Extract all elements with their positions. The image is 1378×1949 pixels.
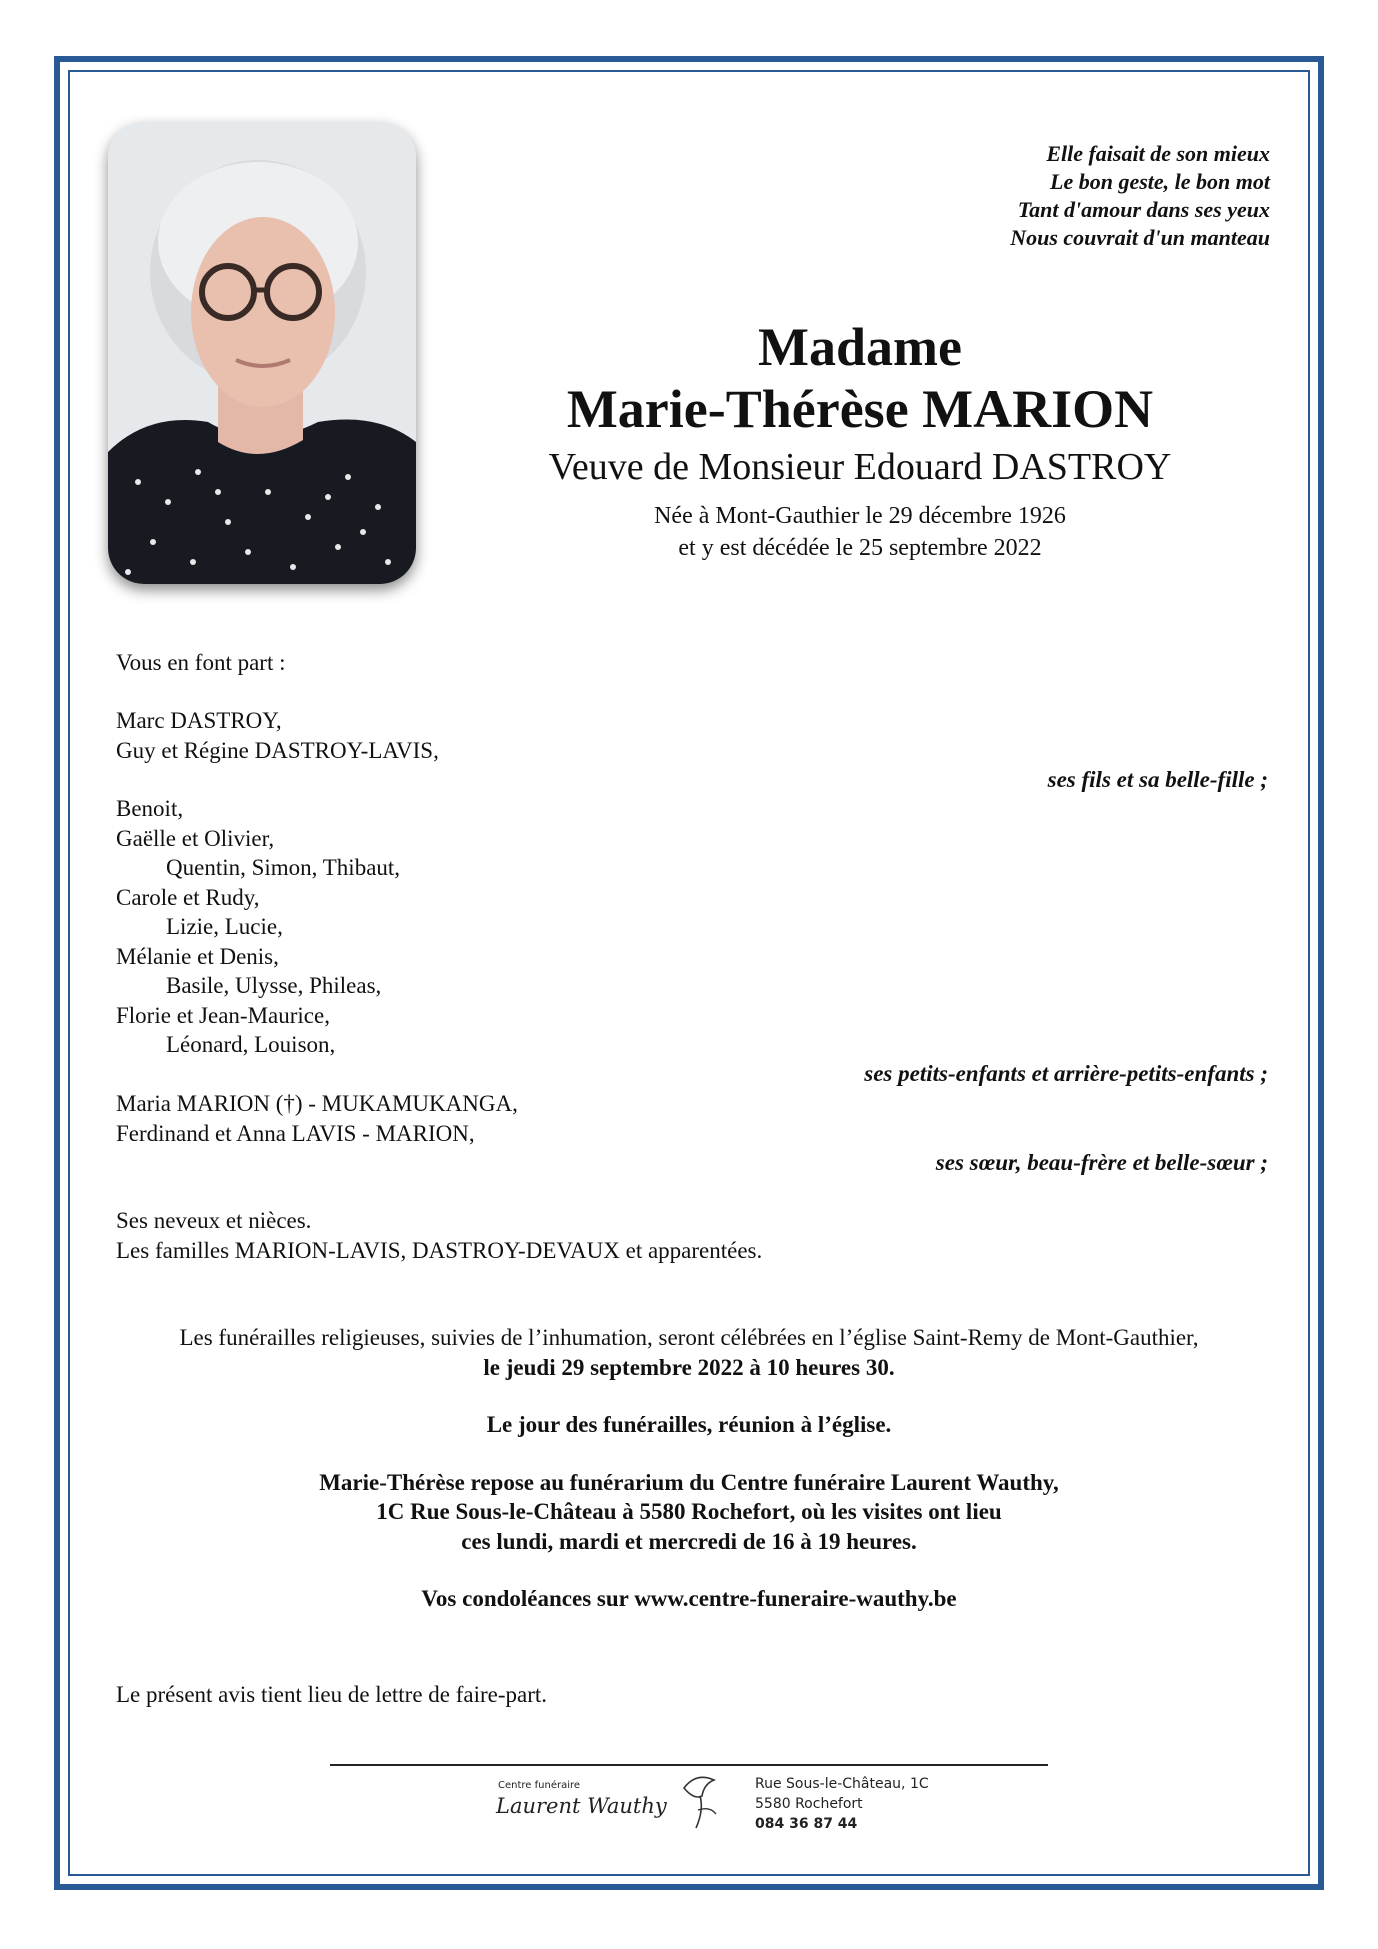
list-item: Carole et Rudy, xyxy=(116,884,260,910)
poem-line: Nous couvrait d'un manteau xyxy=(1010,225,1270,250)
poem-line: Elle faisait de son mieux xyxy=(1046,141,1270,166)
repose-line: Marie-Thérèse repose au funérarium du Centre funéraire Laurent Wauthy, xyxy=(319,1469,1059,1495)
funeral-home-logo xyxy=(494,1768,734,1838)
portrait-photo xyxy=(108,122,416,584)
list-item: Quentin, Simon, Thibaut, xyxy=(166,855,401,880)
closing-text: Le présent avis tient lieu de lettre de faire-part. xyxy=(116,1682,548,1707)
siblings-list xyxy=(116,1089,518,1148)
repose-line: 1C Rue Sous-le-Château à 5580 Rochefort, où les visites ont lieu xyxy=(376,1499,1002,1524)
deceased-name: Marie-Thérèse MARION xyxy=(566,379,1154,439)
portrait-illustration xyxy=(108,122,416,584)
list-item: Florie et Jean-Maurice, xyxy=(116,1002,330,1028)
meeting-line: Le jour des funérailles, réunion à l’église. xyxy=(486,1412,892,1437)
condolences-line: Vos condoléances sur www.centre-funeraire-wauthy.be xyxy=(421,1586,957,1611)
widow-line: Veuve de Monsieur Edouard DASTROY xyxy=(548,446,1172,488)
lily-icon xyxy=(674,1770,724,1832)
logo-name: Laurent Wauthy xyxy=(496,1794,667,1818)
address-line: 5580 Rochefort xyxy=(755,1796,863,1812)
list-item: Ses neveux et nièces. xyxy=(116,1208,312,1233)
address-line: Rue Sous-le-Château, 1C xyxy=(755,1776,929,1792)
deceased-header xyxy=(500,316,1220,564)
list-item: Mélanie et Denis, xyxy=(116,943,279,969)
death-line: et y est décédée le 25 septembre 2022 xyxy=(678,535,1042,561)
list-item: Lizie, Lucie, xyxy=(166,914,283,939)
funeral-line: Les funérailles religieuses, suivies de l’inhumation, seront célébrées en l’église Saint-Remy de Mont-Gauthier, xyxy=(179,1325,1199,1350)
list-item: Gaëlle et Olivier, xyxy=(116,825,275,851)
list-item: Maria MARION (†) - MUKAMUKANGA, xyxy=(116,1091,518,1116)
intro-text: Vous en font part : xyxy=(116,650,286,675)
list-item: Basile, Ulysse, Phileas, xyxy=(166,973,382,998)
children-relation: ses fils et sa belle-fille ; xyxy=(1047,767,1268,792)
logo-small-text: Centre funéraire xyxy=(498,1780,581,1791)
grandchildren-relation: ses petits-enfants et arrière-petits-enfants ; xyxy=(864,1061,1268,1086)
list-item: Marc DASTROY, xyxy=(116,708,282,733)
funeral-date: le jeudi 29 septembre 2022 à 10 heures 30. xyxy=(483,1354,895,1380)
phone-number: 084 36 87 44 xyxy=(755,1816,858,1832)
grandchildren-list xyxy=(116,794,400,1060)
list-item: Les familles MARION-LAVIS, DASTROY-DEVAUX et apparentées. xyxy=(116,1237,763,1263)
poem-line: Le bon geste, le bon mot xyxy=(1050,169,1270,194)
list-item: Léonard, Louison, xyxy=(166,1032,336,1057)
funeral-home-address xyxy=(755,1774,929,1834)
repose-line: ces lundi, mardi et mercredi de 16 à 19 heures. xyxy=(461,1528,917,1554)
footer-divider xyxy=(330,1764,1048,1766)
list-item: Ferdinand et Anna LAVIS - MARION, xyxy=(116,1120,475,1146)
funeral-info xyxy=(80,1323,1298,1614)
poem xyxy=(1010,140,1270,252)
siblings-relation: ses sœur, beau-frère et belle-sœur ; xyxy=(935,1150,1268,1175)
others-list xyxy=(116,1206,762,1265)
list-item: Guy et Régine DASTROY-LAVIS, xyxy=(116,737,439,763)
birth-line: Née à Mont-Gauthier le 29 décembre 1926 xyxy=(654,503,1066,529)
children-list xyxy=(116,706,439,765)
list-item: Benoit, xyxy=(116,796,184,821)
deceased-title: Madame xyxy=(758,317,962,377)
poem-line: Tant d'amour dans ses yeux xyxy=(1017,197,1270,222)
